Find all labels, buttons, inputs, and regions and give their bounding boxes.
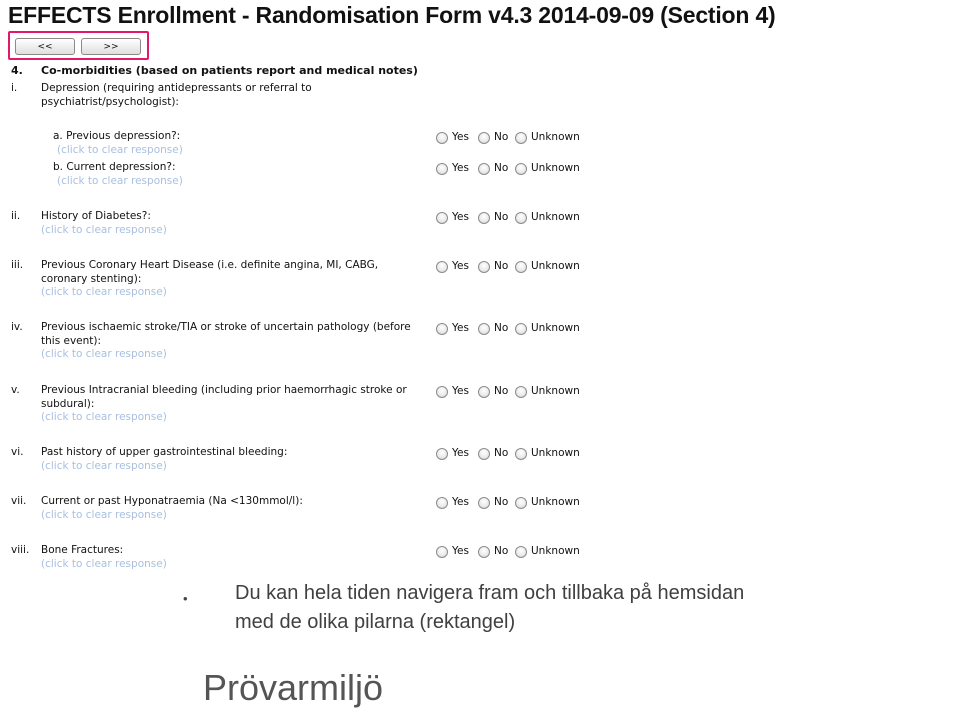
- radio-no[interactable]: [478, 132, 490, 144]
- slide-bullet-text: Du kan hela tiden navigera fram och tillbaka på hemsidan med de olika pilarna (rektangel): [235, 582, 745, 633]
- radio-label-unknown: Unknown: [531, 260, 580, 272]
- clear-response-link[interactable]: (click to clear response): [41, 460, 167, 472]
- clear-response-link[interactable]: (click to clear response): [41, 348, 167, 360]
- radio-label-no: No: [494, 260, 509, 272]
- previous-page-button[interactable]: <<: [15, 38, 75, 55]
- environment-label: Prövarmiljö: [203, 667, 384, 708]
- radio-label-no: No: [494, 385, 509, 397]
- radio-label-unknown: Unknown: [531, 545, 580, 557]
- radio-no[interactable]: [478, 448, 490, 460]
- radio-yes[interactable]: [436, 497, 448, 509]
- radio-label-yes: Yes: [452, 131, 469, 143]
- clear-response-link[interactable]: (click to clear response): [57, 175, 183, 187]
- radio-yes[interactable]: [436, 163, 448, 175]
- radio-label-unknown: Unknown: [531, 322, 580, 334]
- radio-yes[interactable]: [436, 386, 448, 398]
- question-number: viii.: [11, 544, 30, 556]
- radio-label-unknown: Unknown: [531, 131, 580, 143]
- question-text-coronary-heart-disease: Previous Coronary Heart Disease (i.e. definite angina, MI, CABG, coronary stenting):: [41, 259, 379, 285]
- radio-label-no: No: [494, 545, 509, 557]
- radio-label-yes: Yes: [452, 496, 469, 508]
- radio-label-yes: Yes: [452, 385, 469, 397]
- clear-response-link[interactable]: (click to clear response): [41, 509, 167, 521]
- question-number: iv.: [11, 321, 23, 333]
- radio-label-yes: Yes: [452, 447, 469, 459]
- radio-label-yes: Yes: [452, 162, 469, 174]
- question-text-current-depression: b. Current depression?:: [53, 161, 176, 173]
- radio-no[interactable]: [478, 261, 490, 273]
- section-number: 4.: [11, 64, 23, 77]
- radio-no[interactable]: [478, 212, 490, 224]
- question-number: vii.: [11, 495, 27, 507]
- radio-label-unknown: Unknown: [531, 447, 580, 459]
- radio-unknown[interactable]: [515, 448, 527, 460]
- radio-no[interactable]: [478, 546, 490, 558]
- question-text-bone-fractures: Bone Fractures:: [41, 544, 124, 556]
- question-text-ischaemic-stroke: Previous ischaemic stroke/TIA or stroke of uncertain pathology (before this event):: [41, 321, 411, 347]
- clear-response-link[interactable]: (click to clear response): [41, 558, 167, 570]
- radio-label-no: No: [494, 211, 509, 223]
- radio-label-no: No: [494, 496, 509, 508]
- clear-response-link[interactable]: (click to clear response): [57, 144, 183, 156]
- radio-yes[interactable]: [436, 261, 448, 273]
- question-text-previous-depression: a. Previous depression?:: [53, 130, 181, 142]
- radio-unknown[interactable]: [515, 386, 527, 398]
- radio-unknown[interactable]: [515, 132, 527, 144]
- radio-label-no: No: [494, 322, 509, 334]
- radio-no[interactable]: [478, 323, 490, 335]
- section-title: Co-morbidities (based on patients report and medical notes): [41, 64, 418, 77]
- radio-unknown[interactable]: [515, 323, 527, 335]
- radio-label-no: No: [494, 162, 509, 174]
- radio-label-unknown: Unknown: [531, 211, 580, 223]
- radio-no[interactable]: [478, 163, 490, 175]
- question-text-gi-bleeding: Past history of upper gastrointestinal bleeding:: [41, 446, 288, 458]
- question-text-depression: Depression (requiring antidepressants or referral to psychiatrist/psychologist):: [41, 82, 312, 108]
- question-number: ii.: [11, 210, 21, 222]
- radio-no[interactable]: [478, 386, 490, 398]
- clear-response-link[interactable]: (click to clear response): [41, 224, 167, 236]
- radio-yes[interactable]: [436, 323, 448, 335]
- question-number: v.: [11, 384, 20, 396]
- question-number: i.: [11, 82, 18, 94]
- radio-unknown[interactable]: [515, 546, 527, 558]
- radio-label-yes: Yes: [452, 322, 469, 334]
- radio-yes[interactable]: [436, 448, 448, 460]
- form-title: EFFECTS Enrollment - Randomisation Form v4.3 2014-09-09 (Section 4): [8, 2, 776, 28]
- radio-label-no: No: [494, 447, 509, 459]
- radio-unknown[interactable]: [515, 163, 527, 175]
- radio-label-no: No: [494, 131, 509, 143]
- radio-label-yes: Yes: [452, 545, 469, 557]
- radio-yes[interactable]: [436, 132, 448, 144]
- radio-unknown[interactable]: [515, 261, 527, 273]
- radio-unknown[interactable]: [515, 212, 527, 224]
- radio-yes[interactable]: [436, 546, 448, 558]
- radio-unknown[interactable]: [515, 497, 527, 509]
- radio-yes[interactable]: [436, 212, 448, 224]
- question-text-intracranial-bleeding: Previous Intracranial bleeding (including prior haemorrhagic stroke or subdural):: [41, 384, 407, 410]
- clear-response-link[interactable]: (click to clear response): [41, 411, 167, 423]
- clear-response-link[interactable]: (click to clear response): [41, 286, 167, 298]
- radio-no[interactable]: [478, 497, 490, 509]
- question-text-diabetes: History of Diabetes?:: [41, 210, 151, 222]
- radio-label-unknown: Unknown: [531, 162, 580, 174]
- radio-label-yes: Yes: [452, 211, 469, 223]
- bullet-dot-icon: •: [183, 591, 188, 606]
- question-number: iii.: [11, 259, 24, 271]
- radio-label-yes: Yes: [452, 260, 469, 272]
- next-page-button[interactable]: >>: [81, 38, 141, 55]
- question-number: vi.: [11, 446, 24, 458]
- radio-label-unknown: Unknown: [531, 385, 580, 397]
- radio-label-unknown: Unknown: [531, 496, 580, 508]
- question-text-hyponatraemia: Current or past Hyponatraemia (Na <130mmol/l):: [41, 495, 303, 507]
